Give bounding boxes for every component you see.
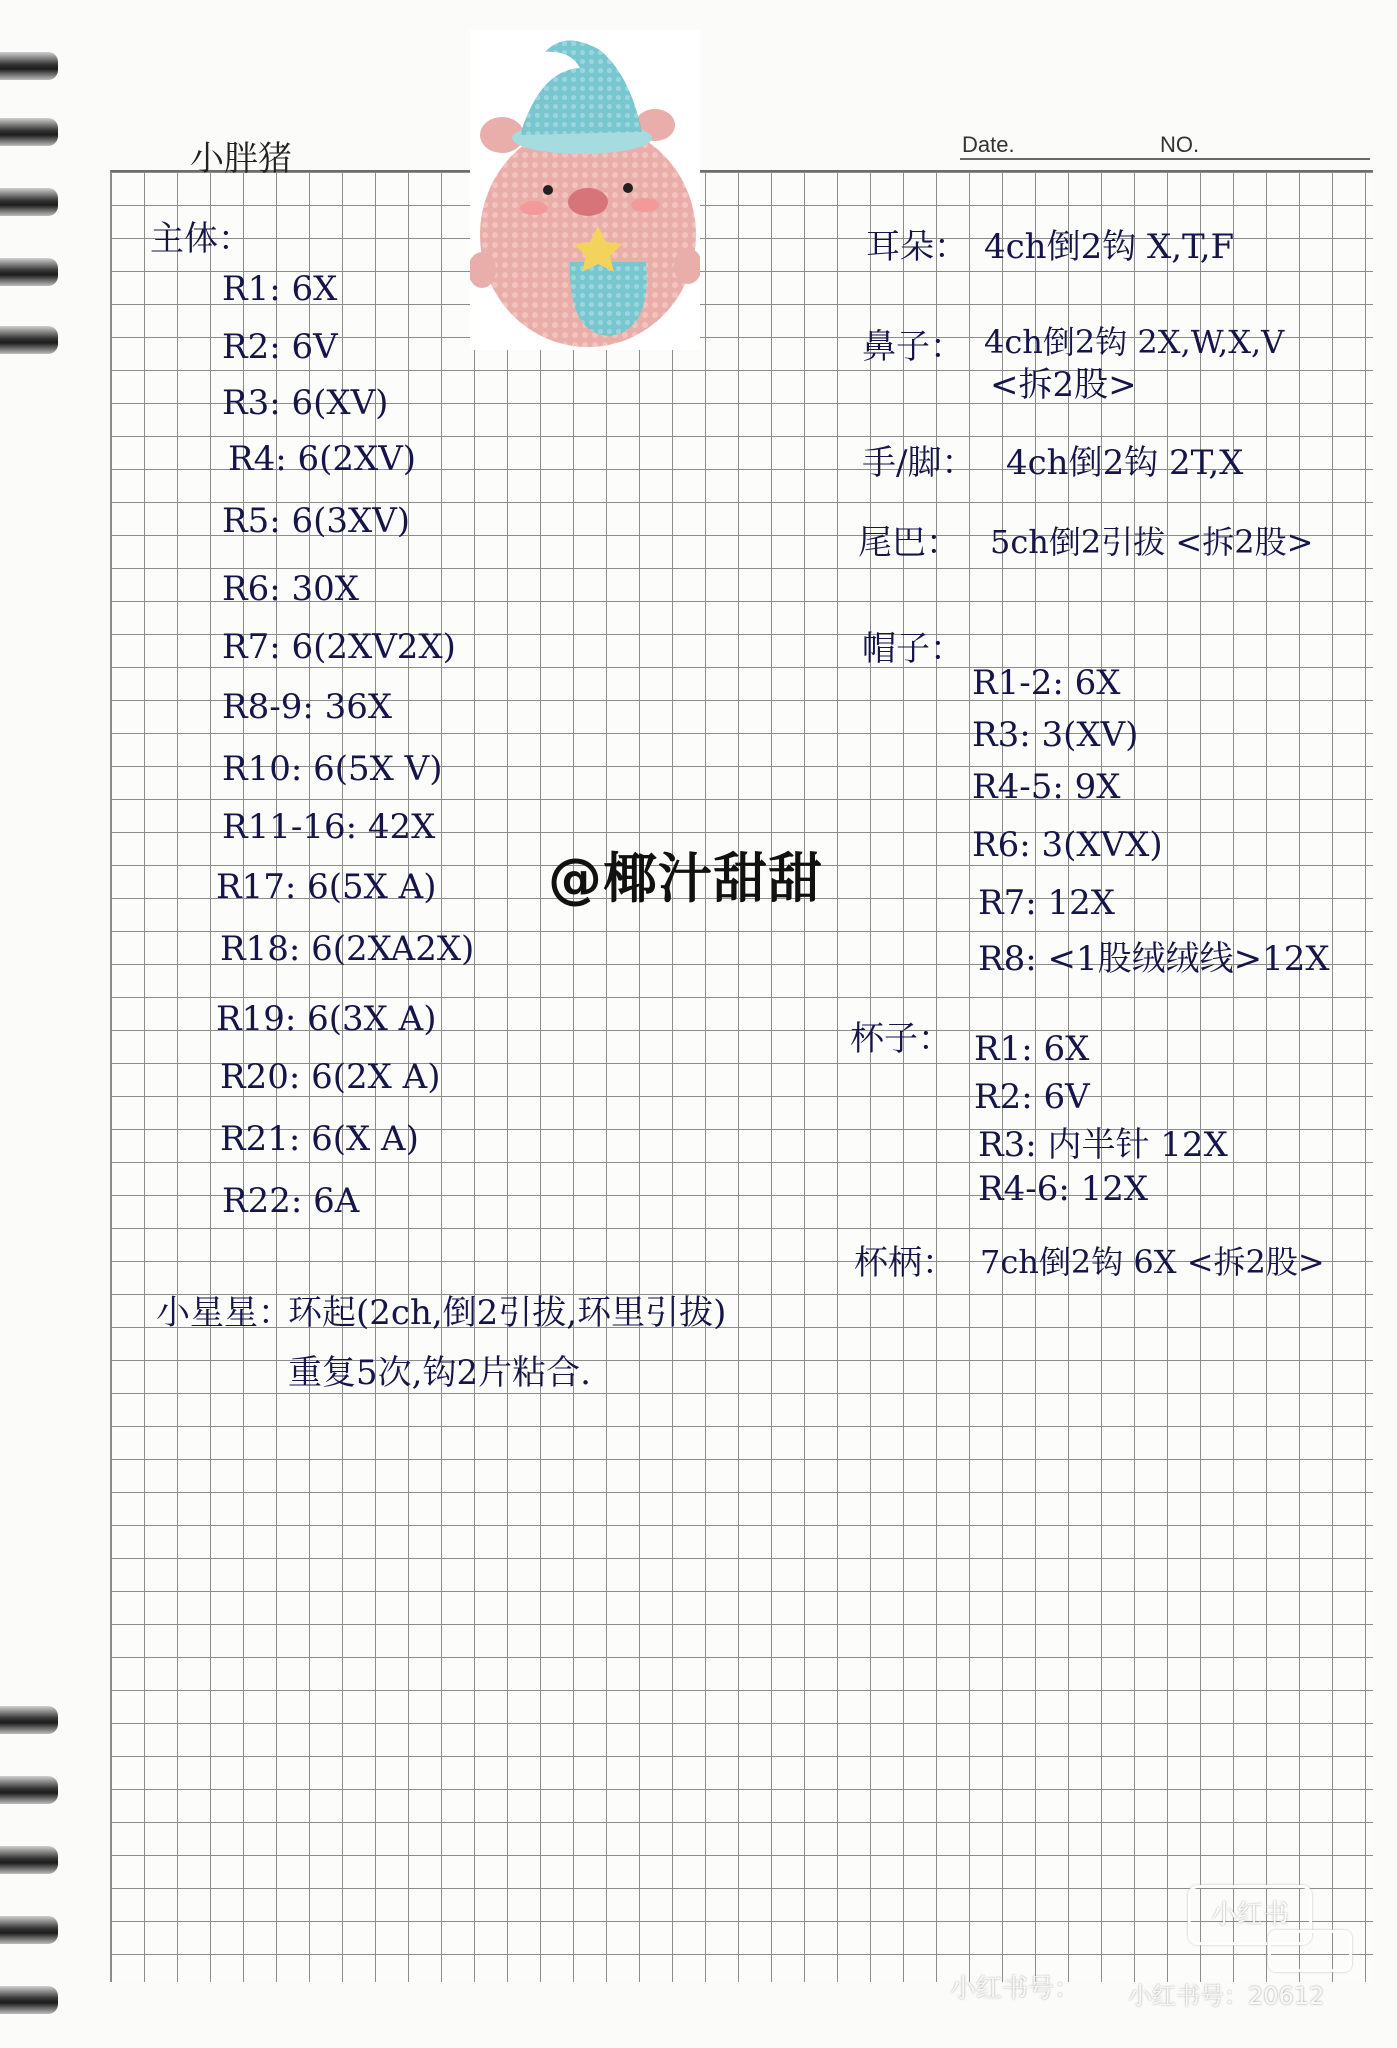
platform-logo-text: 小红书: [1210, 1900, 1289, 1930]
hat-section-title: 帽子：: [862, 629, 964, 669]
header-line: [960, 158, 1370, 160]
body-row: R21: 6(X A): [220, 1119, 419, 1159]
body-row: R17: 6(5X A): [216, 867, 437, 907]
no-label: NO.: [1160, 132, 1200, 157]
nose-text: 4ch倒2钩 2X,W,X,V: [984, 323, 1285, 361]
spiral-ring: [0, 1846, 58, 1874]
cup-row: R4-6: 12X: [978, 1169, 1149, 1209]
body-row: R18: 6(2XA2X): [220, 929, 475, 969]
spiral-ring: [0, 1706, 58, 1734]
platform-logo-badge-small: [1268, 1930, 1352, 1972]
cup-handle-label: 杯柄：: [854, 1243, 956, 1283]
hat-row: R6: 3(XVX): [972, 825, 1163, 865]
author-watermark: @椰汁甜甜: [548, 847, 823, 910]
cup-handle-text: 7ch倒2钩 6X <拆2股>: [980, 1243, 1325, 1281]
hat-row: R4-5: 9X: [972, 767, 1121, 807]
ears-label: 耳朵：: [866, 227, 968, 267]
spiral-ring: [0, 118, 58, 146]
body-row: R4: 6(2XV): [228, 439, 417, 479]
limbs-text: 4ch倒2钩 2T,X: [1006, 443, 1244, 483]
cup-section-title: 杯子：: [850, 1019, 952, 1059]
body-row: R11-16: 42X: [222, 807, 436, 847]
cup-row: R3: 内半针 12X: [978, 1125, 1228, 1165]
hat-row: R7: 12X: [978, 883, 1115, 923]
body-row: R6: 30X: [222, 569, 359, 609]
hat-row: R8: <1股绒绒线>12X: [978, 939, 1330, 979]
body-row: R8-9: 36X: [222, 687, 393, 727]
cup-row: R1: 6X: [974, 1029, 1090, 1069]
body-row: R22: 6A: [222, 1181, 360, 1221]
platform-watermark-text: 小红书号：: [950, 1974, 1081, 2004]
body-row: R7: 6(2XV2X): [222, 627, 456, 667]
date-label: Date.: [962, 132, 1015, 157]
nose-note: <拆2股>: [990, 365, 1137, 405]
body-row: R2: 6V: [222, 327, 338, 367]
body-row: R5: 6(3XV): [222, 501, 411, 541]
star-line-1: 环起(2ch,倒2引拔,环里引拔): [288, 1293, 727, 1333]
star-line-2: 重复5次,钩2片粘合.: [288, 1353, 591, 1393]
spiral-ring: [0, 52, 58, 80]
tail-label: 尾巴：: [858, 523, 960, 563]
spiral-ring: [0, 258, 58, 286]
spiral-ring: [0, 1916, 58, 1944]
cup-row: R2: 6V: [974, 1077, 1090, 1117]
ears-text: 4ch倒2钩 X,T,F: [984, 227, 1235, 267]
hat-row: R1-2: 6X: [972, 663, 1121, 703]
crochet-pig-image: [470, 30, 700, 350]
spiral-ring: [0, 326, 58, 354]
body-row: R3: 6(XV): [222, 383, 389, 423]
spiral-ring: [0, 188, 58, 216]
limbs-label: 手/脚：: [862, 443, 976, 483]
platform-id-text: 小红书号：20612: [1128, 1982, 1325, 2010]
body-row: R1: 6X: [222, 269, 338, 309]
body-row: R19: 6(3X A): [216, 999, 437, 1039]
hat-row: R3: 3(XV): [972, 715, 1139, 755]
body-section-title: 主体：: [150, 219, 252, 259]
body-row: R10: 6(5X V): [222, 749, 443, 789]
spiral-ring: [0, 1776, 58, 1804]
tail-text: 5ch倒2引拔 <拆2股>: [990, 523, 1314, 561]
page-title: 小胖猪: [190, 139, 292, 179]
body-row: R20: 6(2X A): [220, 1057, 441, 1097]
star-section-title: 小星星：: [156, 1293, 292, 1333]
spiral-ring: [0, 1986, 58, 2014]
nose-label: 鼻子：: [862, 327, 964, 367]
